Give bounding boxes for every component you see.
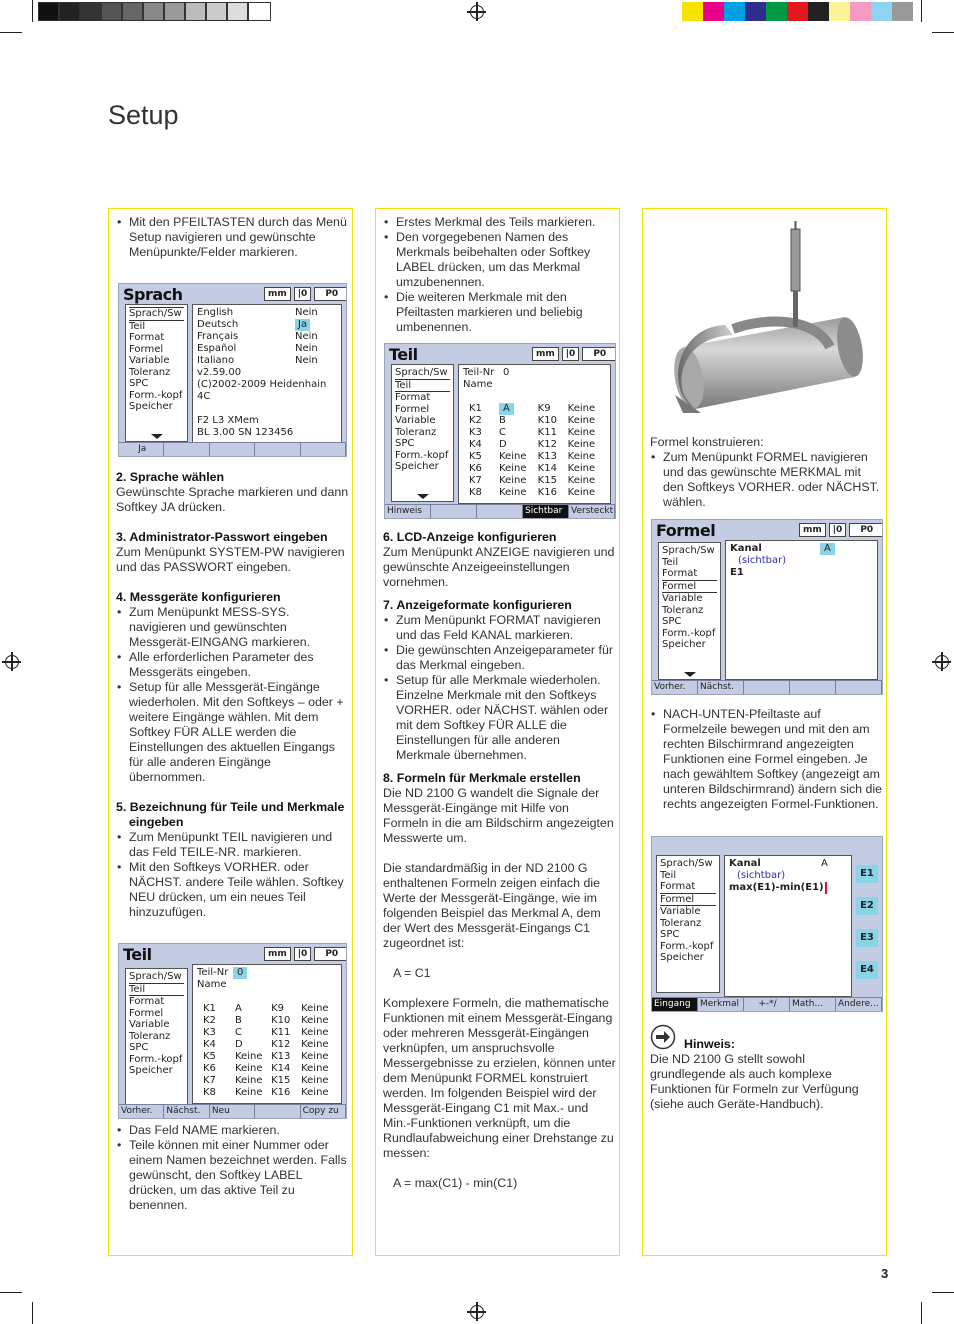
lcd-screen-teil: [118, 943, 347, 1119]
list-item[interactable]: K3 C: [469, 427, 506, 438]
channel-field[interactable]: A: [820, 543, 835, 555]
list-item[interactable]: K10 Keine: [271, 1015, 329, 1026]
menu-item[interactable]: Speicher: [395, 461, 439, 472]
formula-field[interactable]: max(E1)-min(E1): [729, 882, 827, 894]
menu-item[interactable]: Variable: [662, 593, 703, 604]
list-item[interactable]: Français Nein: [197, 331, 318, 342]
lcd-screen-formel: [651, 519, 883, 695]
paragraph: Zum Menüpunkt SYSTEM-PW navigieren und das PASSWORT eingeben.: [116, 545, 345, 574]
list-item[interactable]: K1 A: [469, 403, 534, 415]
formula-example: A = max(C1) - min(C1): [393, 1176, 518, 1190]
name-field[interactable]: Name: [463, 379, 493, 390]
softkey[interactable]: [431, 505, 477, 518]
paragraph: Formel konstruieren:: [650, 435, 764, 449]
list-item: • Mit den PFEILTASTEN durch das Menü Setup navigieren und gewünschte Menüpunkte/Felder markieren.: [116, 215, 348, 260]
section-heading: 2. Sprache wählen: [116, 470, 225, 484]
list-item: • NACH-UNTEN-Pfeiltaste auf Formelzeile bewegen und mit den am rechten Bilschirmrand angezeigten Funktionen eine Formel eingeben. Je nach gewähltem Softkey (angezeigt am unteren Bildschirmrand) ändern sich die rechts angezeigten Formel-Funktionen.: [650, 707, 884, 812]
section-heading: 8. Formeln für Merkmale erstellen: [383, 771, 581, 785]
model-code: 4C: [197, 391, 211, 402]
column-1: [108, 208, 353, 1256]
menu-item[interactable]: Toleranz: [129, 366, 171, 378]
softkey[interactable]: Hinweis: [385, 505, 431, 518]
list-item: • Erstes Merkmal des Teils markieren.: [383, 215, 615, 230]
section-heading: 3. Administrator-Passwort eingeben: [116, 530, 328, 544]
menu-item[interactable]: Speicher: [129, 1065, 173, 1076]
paragraph: Komplexere Formeln, die mathematische Funktionen mit einem Messgerät-Eingang oder mehreren Messgerät-Eingängen verknüpfen, um anspruchsvolle Messergebnisse zu erzielen, können unter dem Menüpunkt FORMEL konstruiert werden. Im folgenden Beispiel wird der Messgerät-Eingang C1 mit Max.- und Min.-Funktionen verknüpft, um die Rundlaufabweichung einer Drehstange zu messen:: [383, 996, 616, 1160]
list-item[interactable]: Italiano Nein: [197, 355, 318, 366]
input-key[interactable]: E3: [856, 929, 878, 947]
menu-item[interactable]: Teil: [129, 983, 184, 997]
softkey[interactable]: [477, 505, 523, 518]
softkey[interactable]: Vorher.: [119, 1105, 164, 1118]
softkey-bar: [119, 1104, 346, 1118]
menu-item[interactable]: Format: [129, 996, 165, 1007]
menu-item[interactable]: Variable: [395, 415, 436, 426]
softkey[interactable]: Vorher.: [652, 681, 698, 694]
softkey-bar: [385, 504, 615, 518]
hardware-info: F2 L3 XMem: [197, 415, 259, 426]
menu-item[interactable]: Speicher: [129, 401, 173, 412]
list-item: • Das Feld NAME markieren.: [116, 1123, 350, 1138]
list-item[interactable]: K14 Keine: [537, 463, 596, 474]
col1-intro: [116, 215, 348, 260]
softkey[interactable]: [164, 443, 209, 456]
menu-item[interactable]: Sprach/Sw: [660, 858, 713, 869]
list-item: • Zum Menüpunkt MESS-SYS. navigieren und gewünschten Messgerät-EINGANG markieren.: [116, 605, 350, 650]
menu-item[interactable]: Toleranz: [660, 917, 702, 929]
menu-item[interactable]: Formel: [395, 403, 430, 415]
list-item[interactable]: K5 Keine: [469, 451, 527, 462]
rotating-shaft-illustration: [655, 217, 875, 427]
list-item[interactable]: K13 Keine: [537, 451, 596, 462]
softkey[interactable]: [744, 681, 790, 694]
page-title: Setup: [108, 100, 179, 130]
menu-item[interactable]: Sprach/Sw: [129, 307, 184, 321]
menu-item[interactable]: Format: [395, 392, 431, 403]
formula-example: A = C1: [393, 966, 431, 980]
screen-title: Teil: [123, 945, 152, 964]
menu-item[interactable]: Formel: [129, 343, 164, 355]
list-item[interactable]: K5 Keine: [203, 1051, 263, 1062]
list-item[interactable]: K2 B: [203, 1015, 242, 1026]
list-item: • Die weiteren Merkmale mit den Pfeiltasten markieren und beliebig umbenennen.: [383, 290, 615, 335]
registration-mark-top: [470, 5, 484, 19]
lcd-screen-formula-entry: [651, 836, 883, 1012]
menu-item[interactable]: Sprach/Sw: [395, 367, 448, 378]
softkey[interactable]: [210, 443, 255, 456]
list-item[interactable]: K16 Keine: [537, 487, 596, 498]
feature-list-left: [463, 403, 534, 499]
menu-item[interactable]: Toleranz: [395, 426, 437, 438]
part-number-field[interactable]: 0: [233, 967, 247, 979]
list-item: • Setup für alle Merkmale wiederholen. Einzelne Merkmale mit den Softkeys VORHER. oder NÄCHST. wählen oder mit dem Softkey FÜR ALLE die Einstellungen für alle anderen Merkmale übernehmen.: [383, 673, 617, 763]
scroll-down-icon[interactable]: [417, 494, 429, 499]
input-key[interactable]: E1: [856, 865, 878, 883]
col1-steps: [116, 470, 350, 920]
column-2: [375, 208, 620, 1256]
col1-after: [116, 1123, 350, 1213]
list-item: • Zum Menüpunkt FORMAT navigieren und das Feld KANAL markieren.: [383, 613, 617, 643]
arrow-right-circle-icon: [650, 1024, 676, 1050]
menu-item[interactable]: SPC: [129, 378, 149, 389]
col2-steps: [383, 530, 617, 1191]
paragraph: Gewünschte Sprache markieren und dann Softkey JA drücken.: [116, 485, 349, 514]
softkey[interactable]: Neu: [210, 1105, 255, 1118]
list-item[interactable]: K16 Keine: [271, 1087, 329, 1098]
col3-construct: [650, 435, 884, 510]
list-item[interactable]: Deutsch Ja: [197, 319, 337, 331]
softkey-bar: [652, 997, 882, 1011]
menu-item[interactable]: Format: [129, 332, 165, 343]
paragraph: Zum Menüpunkt ANZEIGE navigieren und gewünschte Anzeigeeinstellungen vornehmen.: [383, 545, 615, 589]
menu-item[interactable]: SPC: [395, 438, 415, 449]
screen-title: Formel: [656, 521, 716, 540]
list-item[interactable]: K7 Keine: [203, 1075, 263, 1086]
list-item[interactable]: K3 C: [203, 1027, 242, 1038]
list-item[interactable]: K9 Keine: [537, 403, 596, 414]
list-item[interactable]: K11 Keine: [537, 427, 596, 438]
scroll-down-icon[interactable]: [151, 434, 163, 439]
list-item[interactable]: K8 Keine: [469, 487, 527, 498]
feature-list-right: [267, 1003, 337, 1099]
function-keys: [856, 865, 878, 979]
menu-item[interactable]: Speicher: [660, 952, 704, 963]
list-item[interactable]: K6 Keine: [469, 463, 527, 474]
page-number: 3: [881, 1266, 889, 1281]
list-item[interactable]: K2 B: [469, 415, 506, 426]
registration-mark-bottom: [470, 1305, 484, 1319]
softkey[interactable]: +-*/: [744, 998, 790, 1011]
menu-item[interactable]: SPC: [660, 929, 680, 940]
screen-title: Teil: [389, 345, 418, 364]
list-item[interactable]: K15 Keine: [537, 475, 596, 486]
list-item[interactable]: K4 D: [469, 439, 507, 450]
list-item[interactable]: Español Nein: [197, 343, 318, 354]
menu-item[interactable]: Teil: [129, 320, 146, 332]
setup-menu: [125, 968, 188, 1106]
section-heading: 4. Messgeräte konfigurieren: [116, 590, 281, 604]
softkey[interactable]: [790, 681, 836, 694]
lcd-screen-sprach: [118, 283, 347, 457]
section-heading: 6. LCD-Anzeige konfigurieren: [383, 530, 557, 544]
menu-item[interactable]: Variable: [129, 1019, 170, 1030]
menu-item[interactable]: Form.-kopf: [129, 389, 183, 401]
menu-item[interactable]: Formel: [660, 893, 716, 907]
visibility-status: (sichtbar): [738, 555, 787, 566]
screen-title: Sprach: [123, 285, 183, 304]
list-item: • Alle erforderlichen Parameter des Messgeräts eingeben.: [116, 650, 350, 680]
softkey[interactable]: [301, 443, 346, 456]
list-item: • Mit den Softkeys VORHER. oder NÄCHST. andere Teile wählen. Softkey NEU drücken, um ein neues Teil hinzuzufügen.: [116, 860, 350, 920]
menu-item[interactable]: Teil: [662, 556, 679, 568]
list-item[interactable]: K14 Keine: [271, 1063, 329, 1074]
input-key[interactable]: E2: [856, 897, 878, 915]
note-heading: Hinweis:: [684, 1037, 735, 1051]
serial-info: BL 3.00 SN 123456: [197, 427, 294, 438]
unit-indicators: mm |0 P0: [264, 947, 347, 961]
list-item[interactable]: K7 Keine: [469, 475, 527, 486]
channel-field[interactable]: A: [821, 858, 828, 869]
column-3: [642, 208, 887, 1256]
menu-item[interactable]: Variable: [660, 906, 701, 917]
softkey[interactable]: Merkmal: [698, 998, 744, 1011]
menu-item[interactable]: SPC: [129, 1042, 149, 1053]
list-item[interactable]: K8 Keine: [203, 1087, 263, 1098]
list-item[interactable]: K9 Keine: [271, 1003, 329, 1014]
list-item: • Den vorgegebenen Namen des Merkmals beibehalten oder Softkey LABEL drücken, um das Merkmal umzubenennen.: [383, 230, 615, 290]
softkey[interactable]: Math...: [790, 998, 836, 1011]
softkey[interactable]: Ja: [119, 443, 164, 456]
menu-item[interactable]: SPC: [662, 616, 682, 627]
menu-item[interactable]: Form.-kopf: [395, 449, 449, 461]
list-item: • Zum Menüpunkt TEIL navigieren und das Feld TEILE-NR. markieren.: [116, 830, 350, 860]
menu-item[interactable]: Toleranz: [662, 604, 704, 616]
lcd-screen-teil-merkmal: [384, 343, 616, 519]
col2-intro: [383, 215, 615, 335]
formula-panel: Kanal A (sichtbar) E1: [725, 540, 878, 680]
note-text: Die ND 2100 G stellt sowohl grundlegende als auch komplexe Funktionen für Formeln zur Verfügung (siehe auch Geräte-Handbuch).: [650, 1052, 859, 1111]
softkey[interactable]: [255, 443, 300, 456]
section-heading: 7. Anzeigeformate konfigurieren: [383, 598, 572, 612]
list-item[interactable]: K4 D: [203, 1039, 243, 1050]
formula-panel: Kanal A (sichtbar) max(E1)-min(E1): [724, 855, 852, 997]
list-item: • Teile können mit einer Nummer oder einem Namen bezeichnet werden. Falls gewünscht, den Softkey LABEL drücken, um das aktive Teil zu benennen.: [116, 1138, 350, 1213]
menu-item[interactable]: Variable: [129, 355, 170, 366]
unit-indicators: mm |0 P0: [799, 523, 883, 537]
list-item: • Setup für alle Messgerät-Eingänge wiederholen. Mit den Softkeys – oder + weitere Eingänge wählen. Mit dem Softkey FÜR ALLE werden die Einstellungen des aktuellen Eingangs für alle anderen Eingänge übernommen.: [116, 680, 350, 785]
setup-menu: [658, 542, 721, 680]
menu-item[interactable]: Format: [660, 881, 696, 892]
menu-item[interactable]: Sprach/Sw: [129, 971, 182, 982]
softkey[interactable]: Copy zu: [301, 1105, 346, 1118]
softkey-bar: [119, 442, 346, 456]
softkey-bar: [652, 680, 882, 694]
menu-item[interactable]: Teil: [660, 869, 677, 881]
list-item[interactable]: English Nein: [197, 307, 318, 318]
unit-indicators: mm |0 P0: [532, 347, 616, 361]
registration-mark-right: [935, 655, 949, 669]
setup-menu: [391, 364, 454, 502]
section-heading: 5. Bezeichnung für Teile und Merkmale eingeben: [116, 800, 345, 829]
list-item[interactable]: K13 Keine: [271, 1051, 329, 1062]
col3-down: [650, 707, 884, 812]
input-key[interactable]: E4: [856, 961, 878, 979]
softkey[interactable]: [836, 681, 882, 694]
registration-mark-left: [5, 655, 19, 669]
formula-field[interactable]: E1: [730, 567, 744, 578]
copyright: (C)2002-2009 Heidenhain: [197, 379, 327, 390]
menu-item[interactable]: Format: [662, 568, 698, 579]
list-item: • Die gewünschten Anzeigeparameter für das Merkmal eingeben.: [383, 643, 617, 673]
menu-item[interactable]: Speicher: [662, 639, 706, 650]
feature-list-right: [534, 403, 606, 499]
setup-menu: [656, 855, 720, 993]
list-item[interactable]: K1 A: [203, 1003, 242, 1014]
softkey[interactable]: Nächst.: [164, 1105, 209, 1118]
visibility-status: (sichtbar): [737, 870, 786, 881]
softkey[interactable]: Sichtbar: [523, 505, 569, 518]
list-item: • Zum Menüpunkt FORMEL navigieren und das gewünschte MERKMAL mit den Softkeys VORHER. oder NÄCHST. wählen.: [650, 450, 884, 510]
list-item[interactable]: K6 Keine: [203, 1063, 263, 1074]
menu-item[interactable]: Formel: [129, 1007, 164, 1019]
menu-item[interactable]: Formel: [662, 580, 717, 594]
part-panel: Teil-Nr 0 Name K1 A K2 B K3 C K4 D K5 Keine K6 Keine K7 Keine K8 Keine K9 Keine K10 Keine K11 Keine K12 Keine K13 Keine K14 Keine K15 Keine K16 Keine: [192, 964, 342, 1104]
setup-menu: [125, 304, 188, 442]
list-item[interactable]: K10 Keine: [537, 415, 596, 426]
menu-item[interactable]: Form.-kopf: [662, 627, 716, 639]
list-item[interactable]: K12 Keine: [537, 439, 596, 450]
softkey[interactable]: Eingang: [652, 998, 698, 1011]
part-panel: Teil-Nr 0 Name K1 A K2 B K3 C K4 D K5 Keine K6 Keine K7 Keine K8 Keine K9 Keine K10 Keine K11 Keine K12 Keine K13 Keine K14 Keine K15 Keine K16 Keine: [458, 364, 611, 504]
firmware-version: v2.59.00: [197, 367, 242, 378]
list-item[interactable]: K15 Keine: [271, 1075, 329, 1086]
scroll-down-icon[interactable]: [684, 672, 696, 677]
menu-item[interactable]: Form.-kopf: [129, 1053, 183, 1065]
part-number-field[interactable]: 0: [503, 367, 510, 378]
menu-item[interactable]: Toleranz: [129, 1030, 171, 1042]
list-item[interactable]: K11 Keine: [271, 1027, 329, 1038]
menu-item[interactable]: Form.-kopf: [660, 940, 714, 952]
softkey[interactable]: Andere...: [836, 998, 882, 1011]
paragraph: Die standardmäßig in der ND 2100 G enthaltenen Formeln zeigen einfach die Werte der Messgerät-Eingänge, wie im folgenden Beispiel das Merkmal A, dem der Wert des Messgerät-Eingangs C1 zugeordnet ist:: [383, 861, 601, 950]
list-item[interactable]: K12 Keine: [271, 1039, 329, 1050]
name-field[interactable]: Name: [197, 979, 227, 990]
menu-item[interactable]: Sprach/Sw: [662, 545, 715, 556]
language-panel: [192, 304, 342, 444]
unit-indicators: mm |0 P0: [264, 287, 347, 301]
softkey[interactable]: Versteckt: [571, 506, 614, 516]
menu-item[interactable]: Teil: [395, 379, 450, 393]
softkey[interactable]: Nächst.: [698, 681, 744, 694]
paragraph: Die ND 2100 G wandelt die Signale der Messgerät-Eingänge mit Hilfe von Formeln in die am Bildschirm angezeigten Messwerte um.: [383, 786, 614, 845]
softkey[interactable]: [255, 1105, 300, 1118]
feature-list-left: [197, 1003, 267, 1099]
